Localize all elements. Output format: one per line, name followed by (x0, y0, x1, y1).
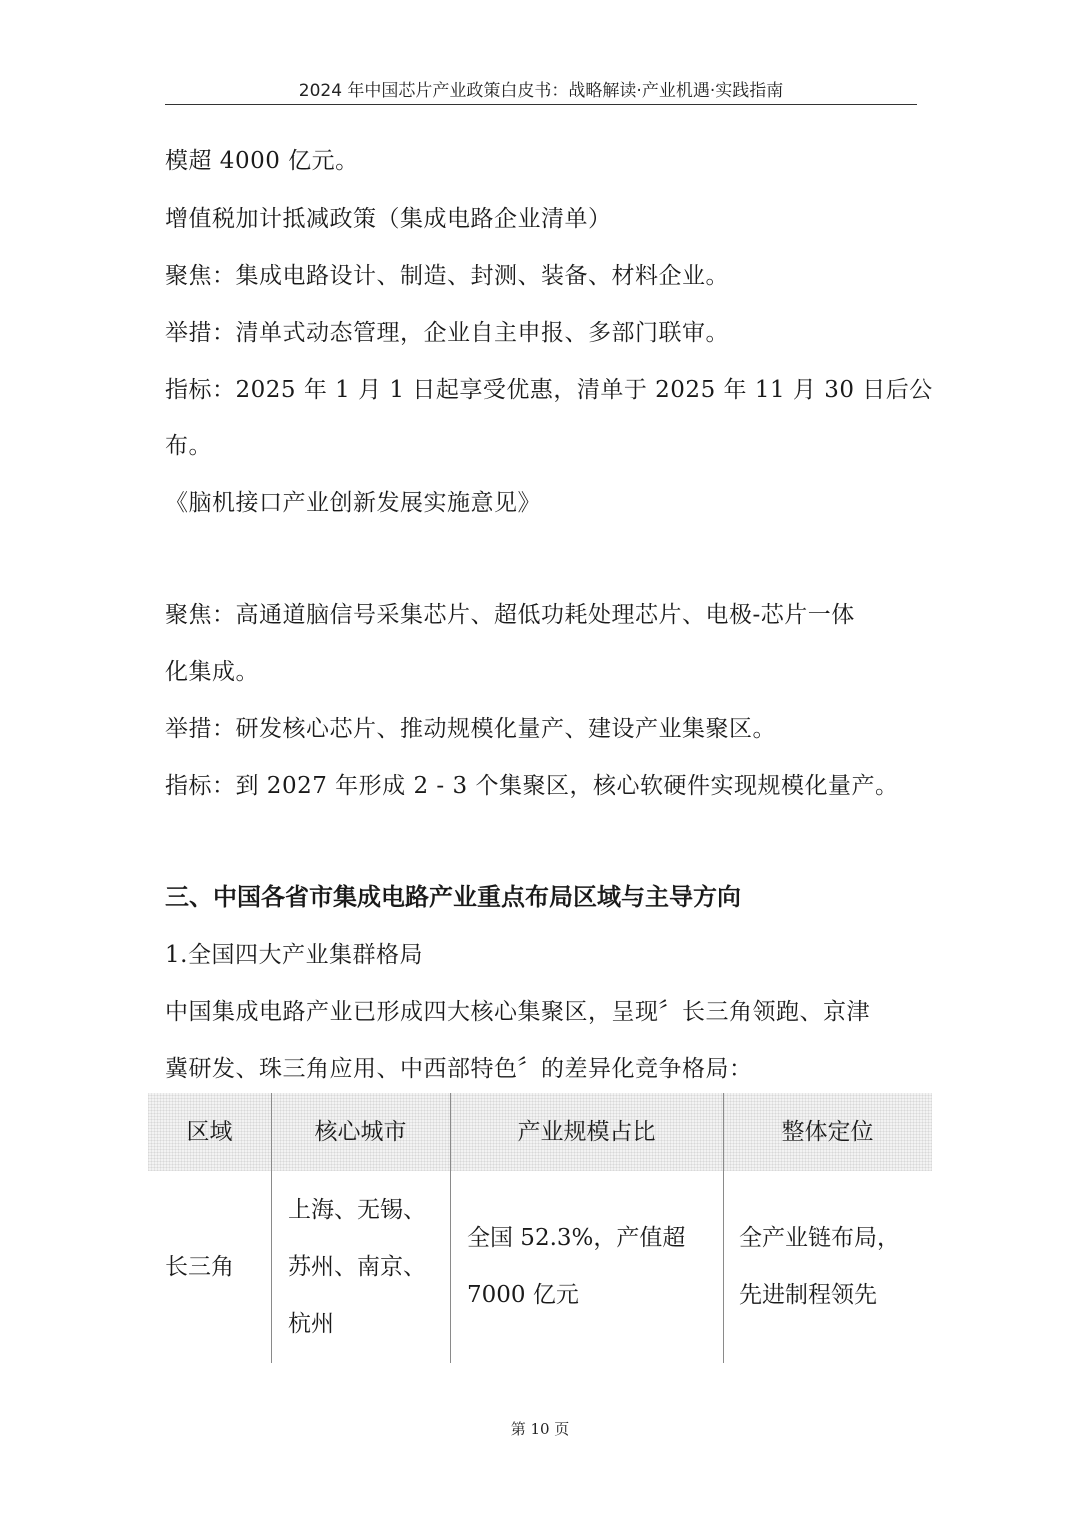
body-line: 模超 4000 亿元。 (165, 148, 359, 174)
cell-positioning: 全产业链布局， (739, 1225, 900, 1251)
running-header: 2024 年中国芯片产业政策白皮书：战略解读·产业机遇·实践指南 (298, 81, 784, 101)
intro-line: 冀研发、珠三角应用、中西部特色〞的差异化竞争格局： (165, 1056, 753, 1082)
page-number: 第 10 页 (510, 1420, 570, 1438)
intro-line: 中国集成电路产业已形成四大核心集聚区，呈现〞长三角领跑、京津 (165, 999, 870, 1025)
cell-region: 长三角 (165, 1254, 234, 1280)
header-cell-positioning: 整体定位 (781, 1119, 874, 1145)
body-line: 举措：清单式动态管理，企业自主申报、多部门联审。 (165, 320, 729, 346)
cell-scale: 全国 52.3%，产值超 (467, 1225, 686, 1251)
body-line: 聚焦：集成电路设计、制造、封测、装备、材料企业。 (165, 263, 729, 289)
table-header-row (148, 1093, 932, 1171)
body-line: 《脑机接口产业创新发展实施意见》 (165, 490, 541, 516)
header-cell-cities: 核心城市 (314, 1119, 407, 1145)
column-divider (271, 1093, 272, 1363)
cell-scale: 7000 亿元 (467, 1282, 579, 1308)
header-cell-region: 区域 (186, 1119, 233, 1145)
cell-cities: 苏州、南京、 (288, 1254, 426, 1280)
body-line: 聚焦：高通道脑信号采集芯片、超低功耗处理芯片、电极-芯片一体 (165, 602, 855, 628)
body-line: 化集成。 (165, 659, 259, 685)
column-divider (450, 1093, 451, 1363)
cell-cities: 杭州 (288, 1311, 334, 1337)
cell-cities: 上海、无锡、 (288, 1197, 426, 1223)
header-cell-scale: 产业规模占比 (517, 1119, 656, 1145)
body-line: 指标：到 2027 年形成 2 - 3 个集聚区，核心软硬件实现规模化量产。 (165, 773, 899, 799)
body-line: 增值税加计抵减政策（集成电路企业清单） (165, 206, 612, 232)
column-divider (723, 1093, 724, 1363)
body-line: 举措：研发核心芯片、推动规模化量产、建设产业集聚区。 (165, 716, 776, 742)
body-line: 指标：2025 年 1 月 1 日起享受优惠，清单于 2025 年 11 月 30 日后公 (165, 377, 933, 403)
section-heading: 三、中国各省市集成电路产业重点布局区域与主导方向 (165, 883, 741, 911)
section-subheading: 1.全国四大产业集群格局 (165, 942, 423, 968)
header-rule (165, 104, 917, 105)
cell-positioning: 先进制程领先 (739, 1282, 877, 1308)
body-line: 布。 (165, 433, 212, 459)
